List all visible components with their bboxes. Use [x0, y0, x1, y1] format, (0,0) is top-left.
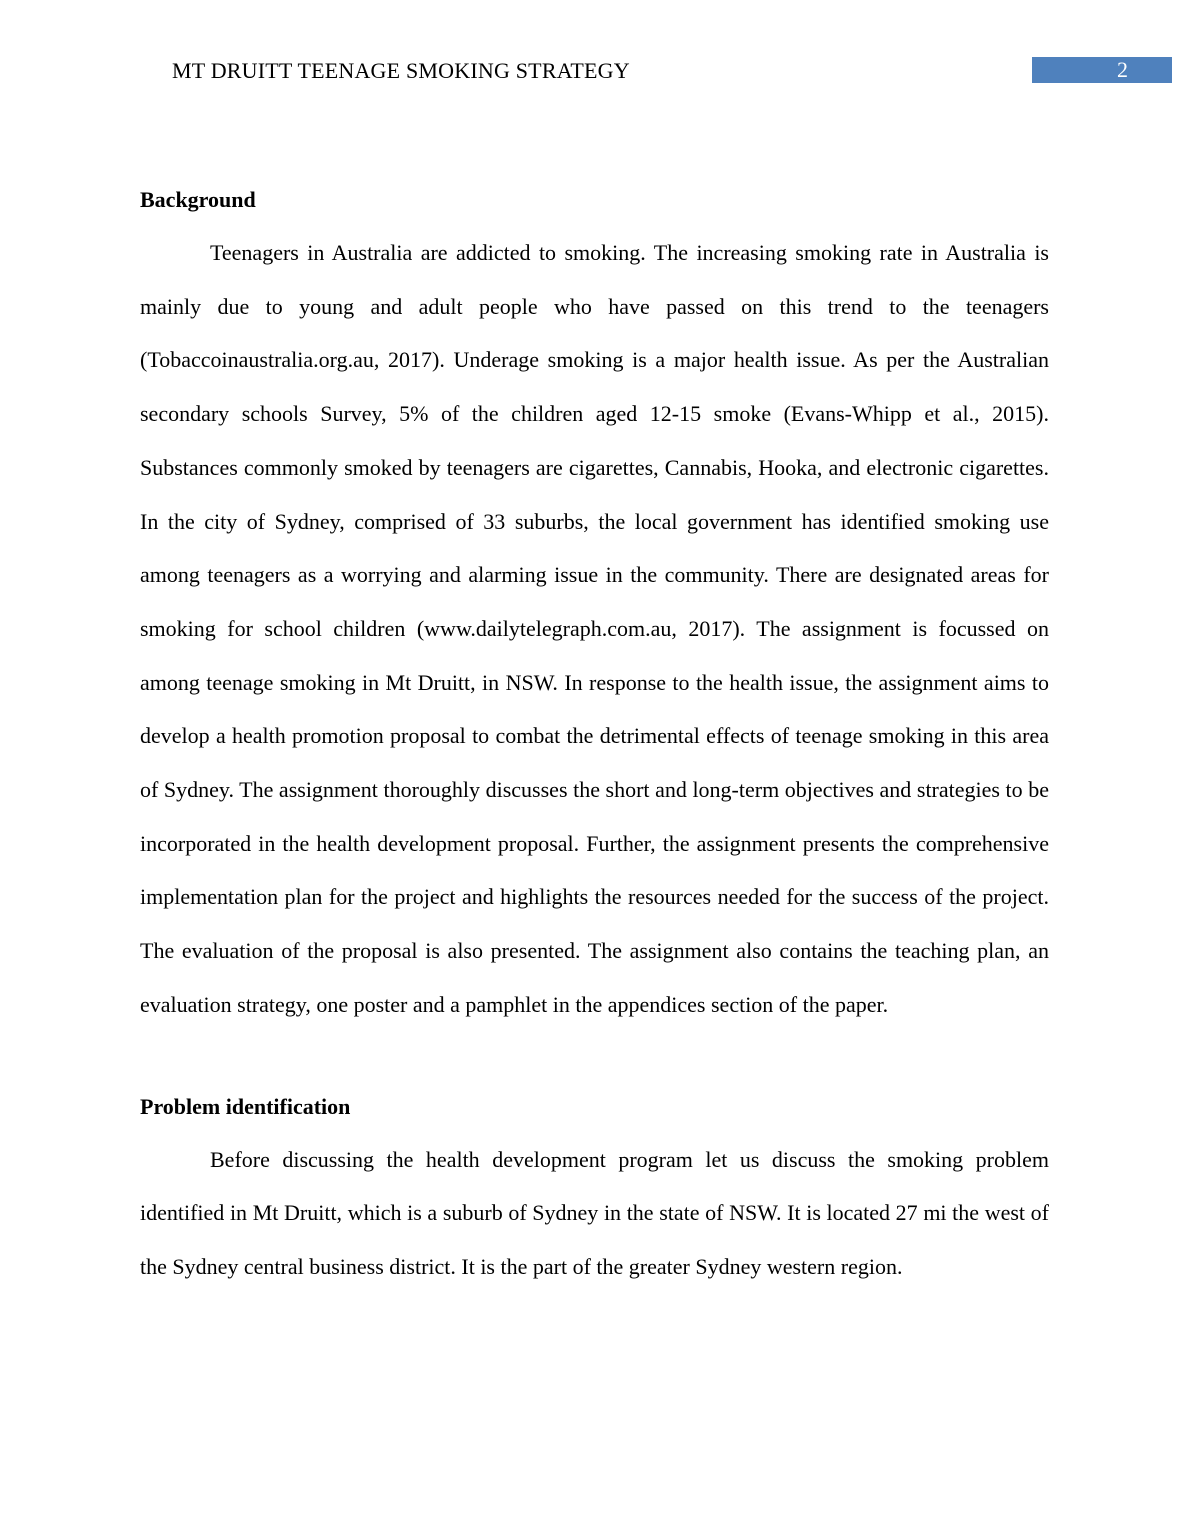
page-number-box — [1032, 57, 1172, 83]
background-paragraph: Teenagers in Australia are addicted to smoking. The increasing smoking rate in Australia is mainly due to young and adult people who have passed on this trend to the teenagers (Tobaccoinaustralia.org.au, 2017). Underage smoking is a major health issue. As per the Australian secondary schools Survey, 5% of the children aged 12-15 smoke (Evans-Whipp et al., 2015). Substances commonly smoked by teenagers are cigarettes, Cannabis, Hooka, and electronic cigarettes. In the city of Sydney, comprised of 33 suburbs, the local government has identified smoking use among teenagers as a worrying and alarming issue in the community. There are designated areas for smoking for school children (www.dailytelegraph.com.au, 2017). The assignment is focussed on among teenage smoking in Mt Druitt, in NSW. In response to the health issue, the assignment aims to develop a health promotion proposal to combat the detrimental effects of teenage smoking in this area of Sydney. The assignment thoroughly discusses the short and long-term objectives and strategies to be incorporated in the health development proposal. Further, the assignment presents the comprehensive implementation plan for the project and highlights the resources needed for the success of the project. The evaluation of the proposal is also presented. The assignment also contains the teaching plan, an evaluation strategy, one poster and a pamphlet in the appendices section of the paper. — [140, 240, 1049, 1017]
section-heading-background: Background — [140, 187, 256, 212]
problem-identification-paragraph: Before discussing the health development program let us discuss the smoking problem identified in Mt Druitt, which is a suburb of Sydney in the state of NSW. It is located 27 mi the west of the Sydney central business district. It is the part of the greater Sydney western region. — [140, 1146, 1049, 1279]
page-number: 2 — [1117, 57, 1128, 82]
section-heading-problem-identification: Problem identification — [140, 1093, 351, 1119]
document-body — [140, 180, 1049, 1294]
running-head: MT DRUITT TEENAGE SMOKING STRATEGY — [172, 58, 630, 83]
